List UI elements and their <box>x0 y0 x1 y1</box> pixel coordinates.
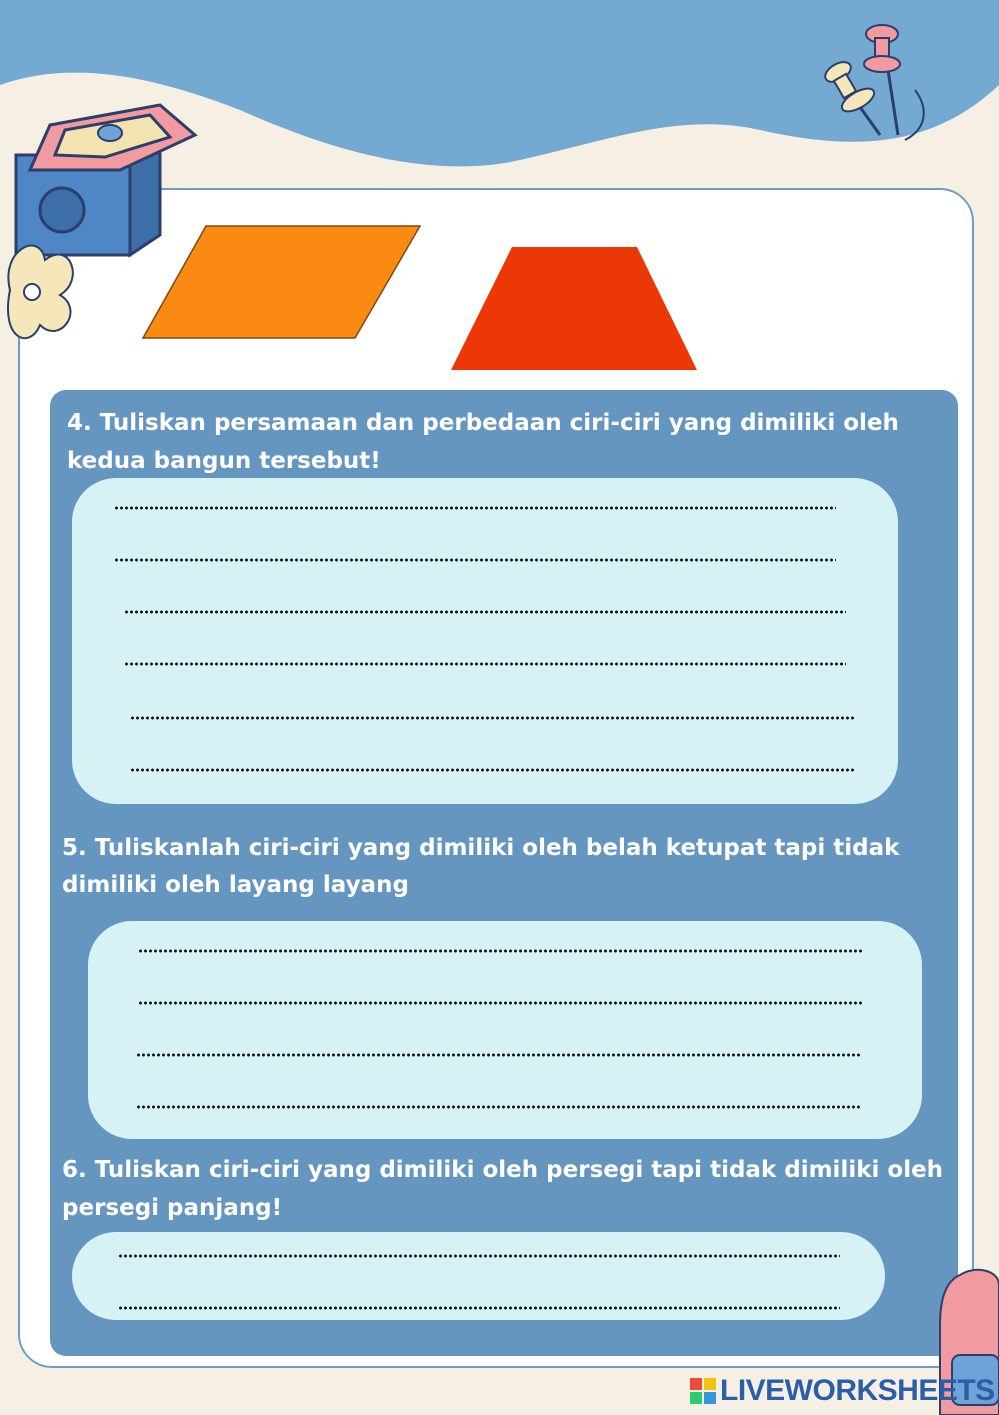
answer-line[interactable] <box>124 662 846 666</box>
answer-line[interactable] <box>114 506 836 510</box>
answer-line[interactable] <box>138 949 862 953</box>
answer-line[interactable] <box>118 1254 840 1258</box>
answer-line[interactable] <box>138 1001 862 1005</box>
footer-brand-text: LIVEWORKSHEETS <box>720 1374 995 1407</box>
shapes-illustration <box>0 0 999 400</box>
answer-line[interactable] <box>136 1053 860 1057</box>
answer-line[interactable] <box>114 558 836 562</box>
answer-line[interactable] <box>118 1306 840 1310</box>
answer-box-6[interactable] <box>72 1232 885 1320</box>
answer-box-5[interactable] <box>88 921 922 1139</box>
footer-brand <box>690 1372 995 1410</box>
liveworksheets-logo-icon <box>690 1378 716 1404</box>
parallelogram-shape <box>143 226 420 338</box>
question-4-line-2: kedua bangun tersebut! <box>67 448 381 474</box>
trapezoid-shape <box>451 247 697 370</box>
question-5-line-2: dimiliki oleh layang layang <box>62 872 409 898</box>
question-6-line-2: persegi panjang! <box>62 1195 283 1221</box>
answer-line[interactable] <box>124 610 846 614</box>
question-4-line-1: 4. Tuliskan persamaan dan perbedaan ciri-ciri yang dimiliki oleh <box>67 410 899 436</box>
answer-box-4[interactable] <box>72 478 898 804</box>
question-5-line-1: 5. Tuliskanlah ciri-ciri yang dimiliki oleh belah ketupat tapi tidak <box>62 835 900 861</box>
question-6-line-1: 6. Tuliskan ciri-ciri yang dimiliki oleh persegi tapi tidak dimiliki oleh <box>62 1157 944 1183</box>
answer-line[interactable] <box>136 1105 860 1109</box>
answer-line[interactable] <box>130 768 854 772</box>
answer-line[interactable] <box>130 716 854 720</box>
